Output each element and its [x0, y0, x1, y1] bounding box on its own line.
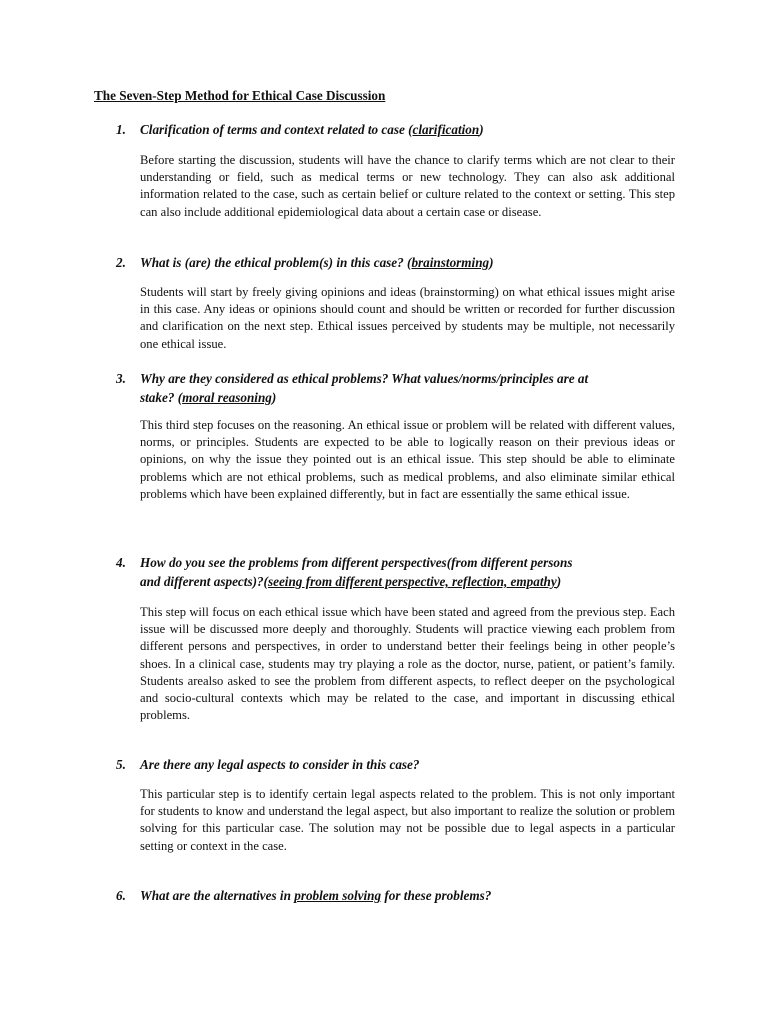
section-3-body: This third step focuses on the reasoning. An ethical issue or problem will be related with different values, norms, or principles. Students are expected to be able to logically reason on their previous ideas or opinions, on why the issue they pointed out is an ethical issue. This step should be able to eliminate problems which are not ethical problems, such as medical problems, and also eliminate similar ethical problems which have been explained differently, but in fact are essentially the same ethical issue. — [140, 418, 675, 501]
section-6-tag: problem solving — [294, 888, 382, 903]
section-3-heading — [116, 369, 676, 407]
section-5-number: 5. — [116, 757, 126, 772]
section-3-heading-line2: stake? ( — [140, 390, 183, 405]
section-6-number: 6. — [116, 888, 126, 903]
section-6-heading-end: for these problems? — [381, 888, 492, 903]
section-5-heading — [116, 755, 676, 774]
section-5-heading-text: Are there any legal aspects to consider in this case? — [140, 757, 420, 772]
section-5-body: This particular step is to identify certain legal aspects related to the problem. This is not only important for students to know and understand the legal aspect, but also important to realize the solution or problem solving for this particular case. The solution may not be possible due to legal aspects in a particular setting or context in the case. — [140, 787, 675, 853]
section-6-heading-text: What are the alternatives in — [140, 888, 295, 903]
section-1-tag: clarification — [412, 122, 480, 137]
section-2-heading-end: ) — [489, 255, 494, 270]
section-2-body: Students will start by freely giving opinions and ideas (brainstorming) on what ethical issues might arise in this case. Any ideas or opinions should count and should be written or recorded for further discussion and clarification on the next step. Ethical issues perceived by students may be multiple, not necessarily one ethical issue. — [140, 285, 675, 351]
section-1-body: Before starting the discussion, students will have the chance to clarify terms which are not clear to their understanding or field, such as medical terms or new technology. They can also ask additional information related to the case, such as certain belief or culture related to the context or setting. This step can also include additional epidemiological data about a certain case or disease. — [140, 153, 675, 219]
section-4-tag: seeing from different perspective, reflection, empathy — [267, 574, 557, 589]
section-3-number: 3. — [116, 371, 126, 386]
section-3-tag: moral reasoning — [182, 390, 272, 405]
section-2-tag: brainstorming — [411, 255, 490, 270]
section-2-heading — [116, 253, 676, 272]
section-4-heading-end: ) — [556, 574, 562, 589]
section-1-heading — [116, 120, 676, 139]
section-3-heading-end: ) — [271, 390, 277, 405]
section-2-number: 2. — [116, 255, 126, 270]
section-1-number: 1. — [116, 122, 126, 137]
section-4-body: This step will focus on each ethical issue which have been stated and agreed from the previous step. Each issue will be discussed more deeply and thoroughly. Students will practice viewing each problem from different persons and perspectives, in order to understand better their feelings being in other people’s shoes. In a clinical case, students may try playing a role as the doctor, nurse, patient, or patient’s family. Students arealso asked to see the problem from different aspects, to reflect deeper on the psychological and socio-cultural contexts which may be related to the case, and important in discussing ethical problems. — [140, 605, 675, 723]
section-4-heading — [116, 553, 676, 591]
section-2-heading-text: What is (are) the ethical problem(s) in this case? ( — [140, 255, 412, 270]
section-1-heading-end: ) — [479, 122, 484, 137]
section-4-heading-line2: and different aspects)?( — [140, 574, 268, 589]
section-6-heading — [116, 886, 676, 905]
section-1-heading-text: Clarification of terms and context related to case ( — [140, 122, 413, 137]
section-4-number: 4. — [116, 555, 126, 570]
section-3-heading-line1: Why are they considered as ethical problems? What values/norms/principles are at — [140, 371, 589, 386]
document-title: The Seven-Step Method for Ethical Case Discussion — [94, 88, 386, 103]
section-4-heading-line1: How do you see the problems from different perspectives(from different persons — [140, 555, 573, 570]
